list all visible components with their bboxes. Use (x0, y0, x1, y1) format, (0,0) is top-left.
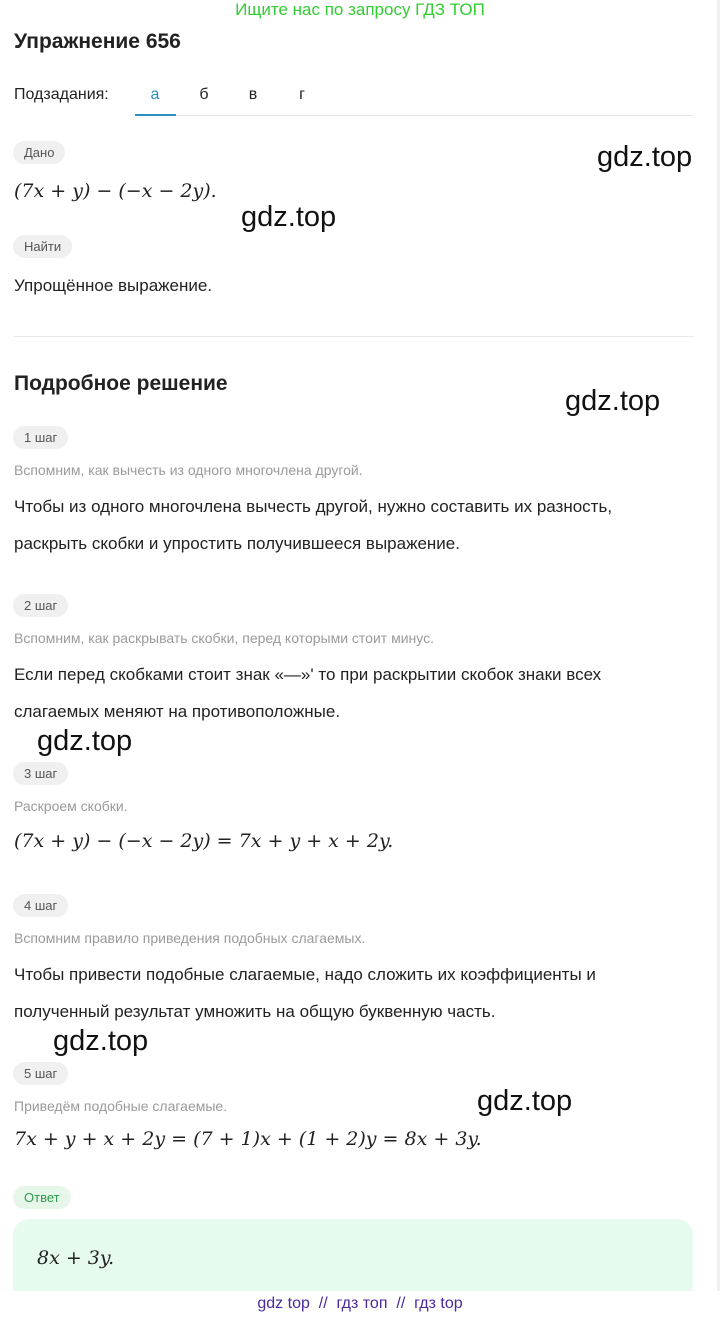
top-banner: Ищите нас по запросу ГДЗ ТОП (235, 0, 485, 19)
step-4-line-1: Чтобы привести подобные слагаемые, надо сложить их коэффициенты и (14, 965, 596, 984)
step-2-line-1: Если перед скобками стоит знак «—»' то при раскрытии скобок знаки всех (14, 665, 602, 684)
section-divider (14, 336, 694, 337)
tab-b[interactable]: б (199, 86, 209, 103)
solution-title: Подробное решение (14, 372, 228, 395)
step-2-line-2: слагаемых меняют на противоположные. (14, 702, 341, 721)
step-2-badge: 2 шаг (13, 594, 68, 617)
answer-expression: 8x + 3y. (37, 1247, 115, 1269)
watermark: gdz.top (241, 201, 337, 233)
watermark: gdz.top (565, 385, 661, 417)
tab-v[interactable]: в (248, 86, 258, 103)
page-title: Упражнение 656 (14, 30, 181, 53)
watermark: gdz.top (477, 1085, 573, 1117)
watermark: gdz.top (597, 141, 693, 173)
step-3-expression: (7x + y) − (−x − 2y) = 7x + y + x + 2y. (14, 830, 394, 852)
step-4-line-2: полученный результат умножить на общую буквенную часть. (14, 1002, 496, 1021)
step-2-hint: Вспомним, как раскрывать скобки, перед которыми стоит минус. (14, 630, 434, 646)
find-badge: Найти (13, 235, 72, 258)
footer-links[interactable]: gdz top // гдз топ // гдз top (257, 1295, 463, 1312)
given-expression: (7x + y) − (−x − 2y). (14, 180, 217, 202)
watermark: gdz.top (37, 725, 133, 757)
step-3-badge: 3 шаг (13, 762, 68, 785)
answer-badge: Ответ (13, 1186, 71, 1209)
tabs-divider (135, 115, 693, 116)
step-1-line-2: раскрыть скобки и упростить получившееся выражение. (14, 534, 460, 553)
watermark: gdz.top (53, 1025, 149, 1057)
active-tab-indicator (135, 114, 176, 116)
step-5-hint: Приведём подобные слагаемые. (14, 1098, 228, 1114)
step-1-line-1: Чтобы из одного многочлена вычесть другой, нужно составить их разность, (14, 497, 613, 516)
step-5-badge: 5 шаг (13, 1062, 68, 1085)
given-badge: Дано (13, 141, 65, 164)
step-1-badge: 1 шаг (13, 426, 68, 449)
step-4-hint: Вспомним правило приведения подобных слагаемых. (14, 930, 366, 946)
answer-box (13, 1219, 693, 1299)
tab-g[interactable]: г (299, 86, 305, 103)
step-3-hint: Раскроем скобки. (14, 798, 128, 814)
find-text: Упрощённое выражение. (14, 276, 213, 295)
subtasks-label: Подзадания: (14, 86, 109, 103)
step-4-badge: 4 шаг (13, 894, 68, 917)
step-5-expression: 7x + y + x + 2y = (7 + 1)x + (1 + 2)y = 8x + 3y. (14, 1128, 482, 1150)
step-1-hint: Вспомним, как вычесть из одного многочлена другой. (14, 462, 363, 478)
tab-a[interactable]: а (150, 86, 160, 103)
